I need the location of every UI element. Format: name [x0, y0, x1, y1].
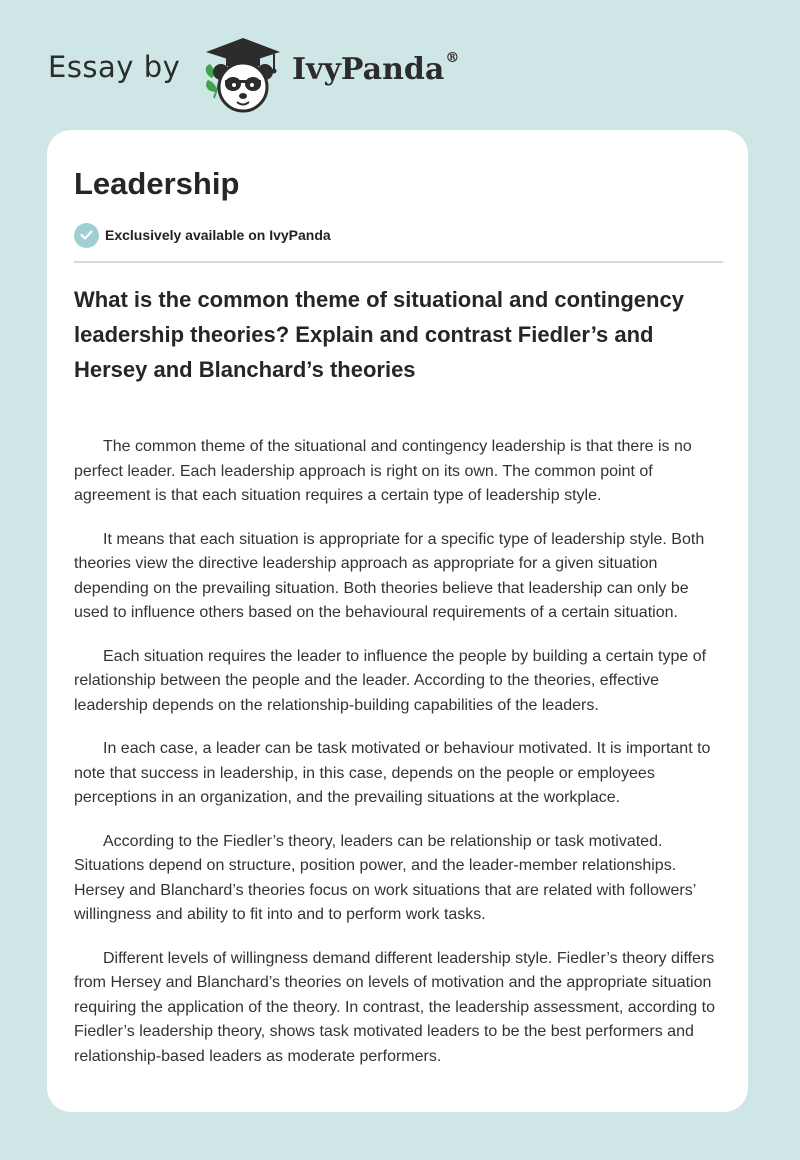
page-title: Leadership: [74, 166, 240, 201]
divider: [74, 261, 723, 263]
article-body: [74, 435, 726, 1088]
paragraph: It means that each situation is appropriate for a specific type of leadership style. Both theories view the directive leadership approach as appropriate for a given situation depending on the prevailing situation. Both theories believe that leadership can only be used to influence others based on the behavioural requirements of a certain situation.: [74, 530, 705, 621]
paragraph: Each situation requires the leader to influence the people by building a certain type of relationship between the people and the leader. According to the theories, effective leadership depends on the relationship-building capabilities of the leaders.: [74, 647, 707, 714]
essay-card: [47, 130, 748, 1112]
paragraph: In each case, a leader can be task motivated or behaviour motivated. It is important to note that success in leadership, in this case, depends on the people or employees perceptions in an organization, and the prevailing situations at the workplace.: [74, 740, 711, 806]
registered-mark: ®: [445, 50, 460, 66]
check-icon: [74, 223, 99, 248]
site-header: [48, 34, 548, 114]
section-heading: What is the common theme of situational and contingency leadership theories? Explain and contrast Fiedler’s and Hersey and Blanchard’s theories: [74, 287, 684, 382]
brand-name[interactable]: [292, 52, 459, 87]
panda-graduate-icon[interactable]: [202, 34, 284, 114]
exclusive-badge: [74, 222, 331, 248]
brand-label: IvyPanda: [292, 52, 445, 87]
essay-by-label: Essay by: [48, 50, 181, 84]
paragraph: The common theme of the situational and contingency leadership is that there is no perfect leader. Each leadership approach is right on its own. The common point of agreement is that each situation requires a certain type of leadership style.: [74, 438, 692, 504]
paragraph: According to the Fiedler’s theory, leaders can be relationship or task motivated. Situations depend on structure, position power, and the leader-member relationships. Hersey and Blanchard’s theories focus on work situations that are related with followers’ willingness and ability to fit into and to perform work tasks.: [74, 832, 696, 923]
badge-label: Exclusively available on IvyPanda: [105, 227, 331, 243]
paragraph: Different levels of willingness demand different leadership style. Fiedler’s theory differs from Hersey and Blanchard’s theories on levels of motivation and the appropriate situation requiring the application of the theory. In contrast, the leadership assessment, according to Fiedler’s leadership theory, shows task motivated leaders to be the best performers and relationship-based leaders as moderate performers.: [74, 949, 715, 1065]
